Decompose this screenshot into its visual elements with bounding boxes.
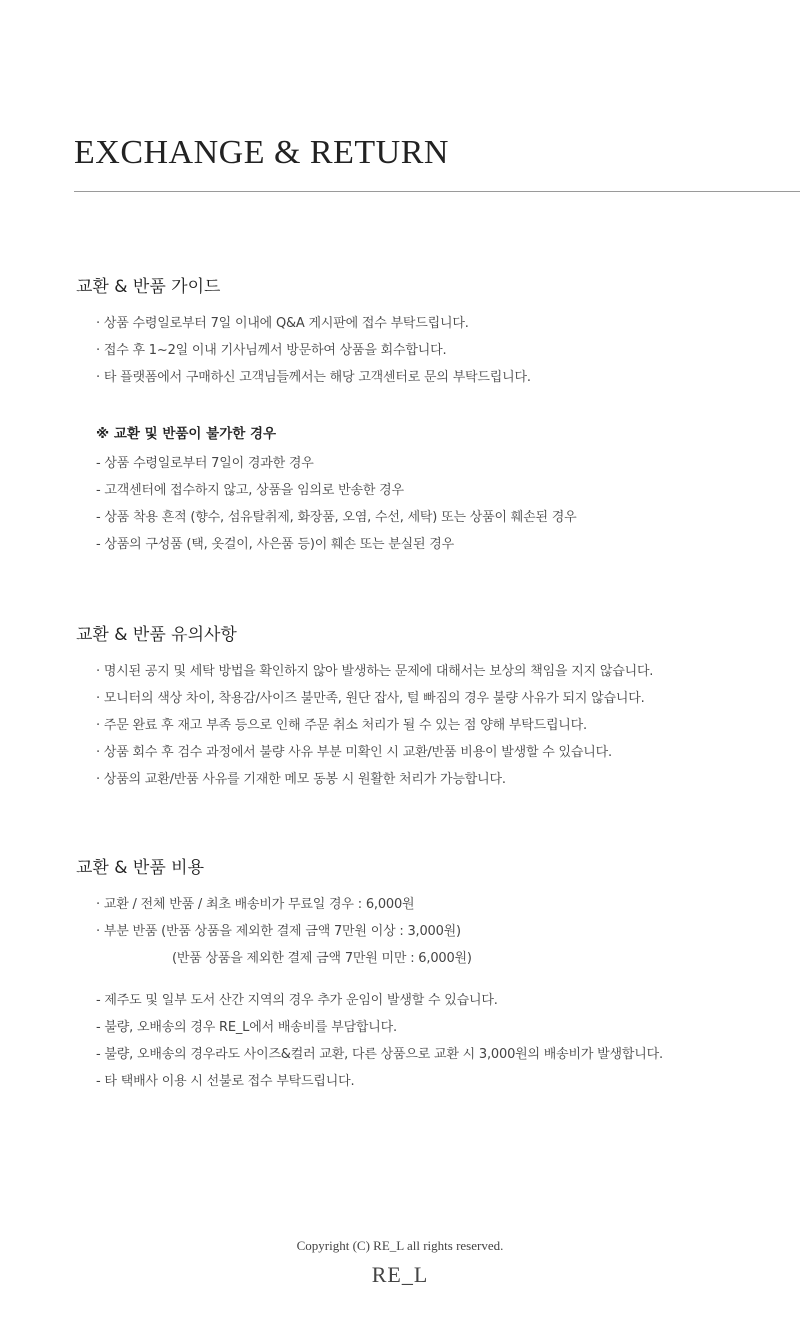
notes-heading: 교환 & 반품 유의사항: [76, 625, 237, 645]
notes-item: · 명시된 공지 및 세탁 방법을 확인하지 않아 발생하는 문제에 대해서는 보상의 책임을 지지 않습니다.: [96, 664, 654, 679]
not-allowed-item: - 상품 착용 흔적 (향수, 섬유탈취제, 화장품, 오염, 수선, 세탁) 또는 상품이 훼손된 경우: [96, 510, 577, 525]
notes-item: · 상품 회수 후 검수 과정에서 불량 사유 부분 미확인 시 교환/반품 비용이 발생할 수 있습니다.: [96, 745, 612, 760]
not-allowed-heading: ※ 교환 및 반품이 불가한 경우: [96, 426, 277, 442]
guide-item: · 타 플랫폼에서 구매하신 고객님들께서는 해당 고객센터로 문의 부탁드립니다.: [96, 370, 531, 385]
cost-item: · 부분 반품 (반품 상품을 제외한 결제 금액 7만원 이상 : 3,000원): [96, 924, 461, 939]
brand-logo: RE_L: [371, 1262, 429, 1287]
cost-heading: 교환 & 반품 비용: [76, 858, 204, 878]
notes-item: · 상품의 교환/반품 사유를 기재한 메모 동봉 시 원활한 처리가 가능합니다.: [96, 772, 506, 787]
cost-extra-item: - 제주도 및 일부 도서 산간 지역의 경우 추가 운임이 발생할 수 있습니다.: [96, 993, 498, 1008]
cost-extra-item: - 불량, 오배송의 경우라도 사이즈&컬러 교환, 다른 상품으로 교환 시 3,000원의 배송비가 발생합니다.: [96, 1047, 663, 1062]
guide-item: · 상품 수령일로부터 7일 이내에 Q&A 게시판에 접수 부탁드립니다.: [96, 316, 469, 331]
notes-item: · 모니터의 색상 차이, 착용감/사이즈 불만족, 원단 잡사, 털 빠짐의 경우 불량 사유가 되지 않습니다.: [96, 691, 645, 706]
guide-item: · 접수 후 1~2일 이내 기사님께서 방문하여 상품을 회수합니다.: [96, 343, 447, 358]
not-allowed-item: - 상품 수령일로부터 7일이 경과한 경우: [96, 456, 314, 471]
cost-extra-item: - 타 택배사 이용 시 선불로 접수 부탁드립니다.: [96, 1074, 355, 1089]
page-title: EXCHANGE & RETURN: [74, 134, 449, 171]
cost-extra-item: - 불량, 오배송의 경우 RE_L에서 배송비를 부담합니다.: [96, 1020, 397, 1035]
not-allowed-item: - 고객센터에 접수하지 않고, 상품을 임의로 반송한 경우: [96, 483, 404, 498]
cost-item: · 교환 / 전체 반품 / 최초 배송비가 무료일 경우 : 6,000원: [96, 897, 415, 912]
title-divider: [74, 191, 800, 192]
cost-item-continued: (반품 상품을 제외한 결제 금액 7만원 미만 : 6,000원): [172, 951, 472, 966]
not-allowed-item: - 상품의 구성품 (택, 옷걸이, 사은품 등)이 훼손 또는 분실된 경우: [96, 537, 455, 552]
guide-heading: 교환 & 반품 가이드: [76, 277, 221, 297]
notes-item: · 주문 완료 후 재고 부족 등으로 인해 주문 취소 처리가 될 수 있는 점 양해 부탁드립니다.: [96, 718, 587, 733]
footer-copyright: Copyright (C) RE_L all rights reserved.: [296, 1238, 504, 1253]
